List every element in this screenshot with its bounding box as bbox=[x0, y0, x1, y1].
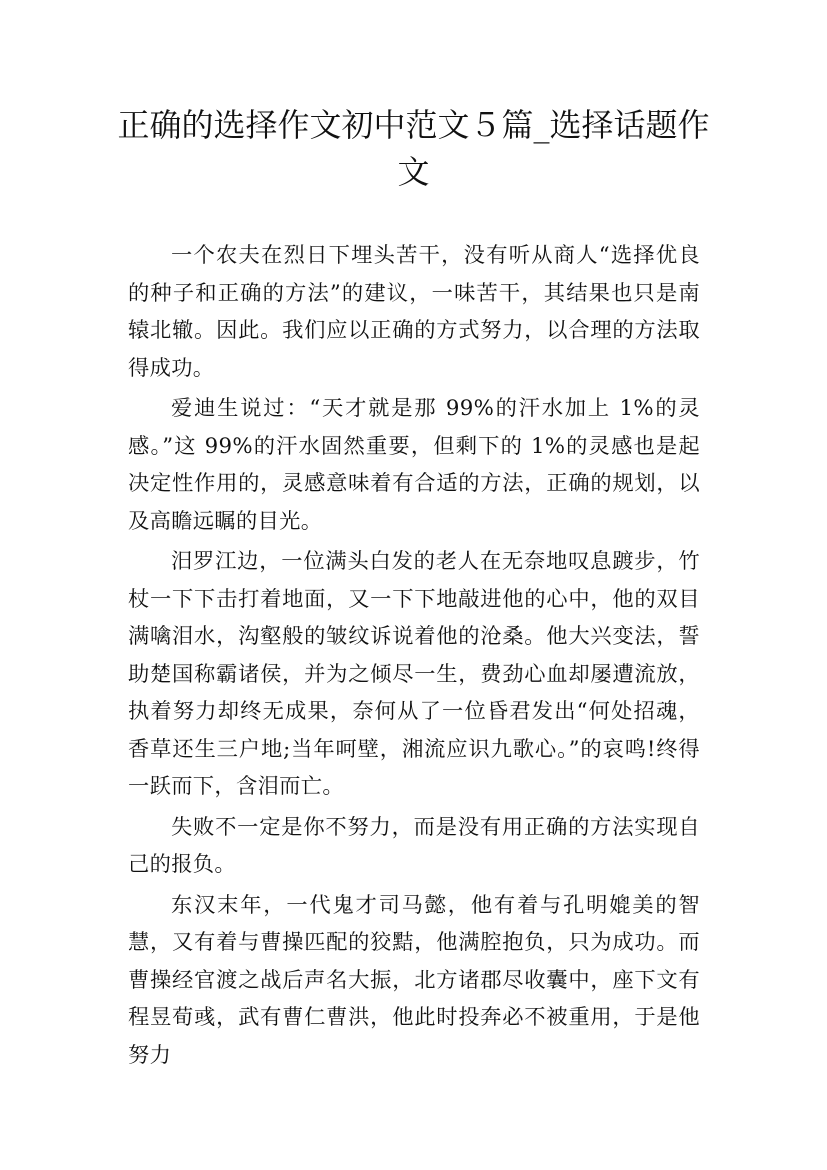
paragraph-2: 爱迪生说过：“天才就是那 99%的汗水加上 1%的灵感。”这 99%的汗水固然重要，但剩下的 1%的灵感也是起决定性作用的，灵感意味着有合适的方法，正确的规划，以及高瞻远瞩的目光。 bbox=[128, 396, 700, 534]
document-body bbox=[128, 237, 700, 1077]
paragraph-1: 一个农夫在烈日下埋头苦干，没有听从商人“选择优良的种子和正确的方法”的建议，一味苦干，其结果也只是南辕北辙。因此。我们应以正确的方式努力，以合理的方法取得成功。 bbox=[128, 243, 700, 381]
document-title: 正确的选择作文初中范文５篇_选择话题作文 bbox=[117, 106, 710, 191]
paragraph-3: 汨罗江边，一位满头白发的老人在无奈地叹息踱步，竹杖一下下击打着地面，又一下下地敲进他的心中，他的双目满噙泪水，沟壑般的皱纹诉说着他的沧桑。他大兴变法，誓助楚国称霸诸侯，并为之倾尽一生，费劲心血却屡遭流放，执着努力却终无成果，奈何从了一位昏君发出“何处招魂，香草还生三户地;当年呵壁，湘流应识九歌心。”的哀鸣!终得一跃而下，含泪而亡。 bbox=[128, 549, 700, 799]
paragraph-4: 失败不一定是你不努力，而是没有用正确的方法实现自己的报负。 bbox=[128, 814, 700, 877]
paragraph-5: 东汉末年，一代鬼才司马懿，他有着与孔明媲美的智慧，又有着与曹操匹配的狡黠，他满腔抱负，只为成功。而曹操经官渡之战后声名大振，北方诸郡尽收囊中，座下文有程昱荀彧，武有曹仁曹洪，他此时投奔必不被重用，于是他努力 bbox=[128, 892, 700, 1068]
